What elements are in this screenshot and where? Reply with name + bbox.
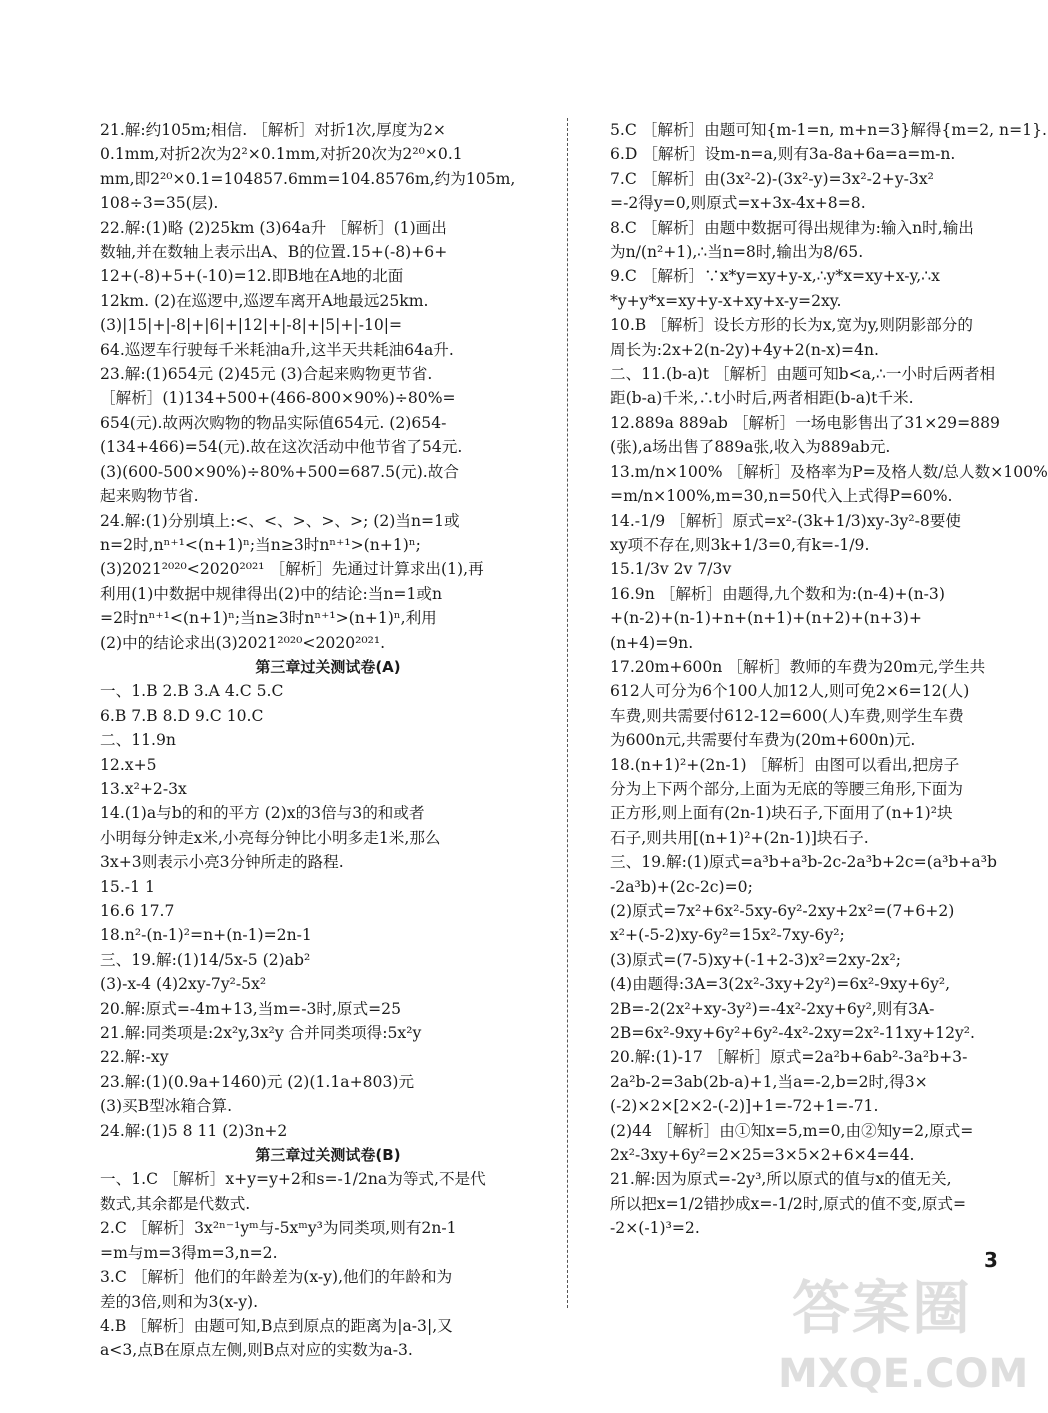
text-line: 所以把x=1/2错抄成x=-1/2时,原式的值不变,原式=: [610, 1194, 967, 1213]
column-divider: [567, 118, 568, 1308]
text-line: 正方形,则上面有(2n-1)块石子,下面用了(n+1)²块: [610, 804, 953, 823]
text-line: 14.(1)a与b的和的平方 (2)x的3倍与3的和或者: [100, 804, 425, 823]
text-line: 108÷3=35(层).: [100, 194, 219, 213]
text-line: -2×(-1)³=2.: [610, 1219, 700, 1238]
text-line: 21.解:约105m;相信. ［解析］对折1次,厚度为2×: [100, 121, 446, 139]
text-line: x²+(-5-2)xy-6y²=15x²-7xy-6y²;: [610, 926, 845, 945]
text-line: 2B=-2(2x²+xy-3y²)=-4x²-2xy+6y²,则有3A-: [610, 999, 935, 1018]
text-line: 7.C ［解析］由(3x²-2)-(3x²-y)=3x²-2+y-3x²: [610, 169, 934, 188]
text-line: (3)|15|+|-8|+|6|+|12|+|-8|+|5|+|-10|=: [100, 316, 403, 335]
text-line: (3)2021²⁰²⁰<2020²⁰²¹ ［解析］先通过计算求出(1),再: [100, 560, 484, 579]
text-line: -2a³b)+(2c-2c)=0;: [610, 877, 753, 896]
text-line: 差的3倍,则和为3(x-y).: [100, 1292, 259, 1311]
text-line: 22.解:-xy: [100, 1048, 169, 1067]
text-line: 8.C ［解析］由题中数据可得出规律为:输入n时,输出: [610, 218, 974, 237]
text-line: 21.解:因为原式=-2y³,所以原式的值与x的值无关,: [610, 1170, 952, 1189]
text-line: (2)中的结论求出(3)2021²⁰²⁰<2020²⁰²¹.: [100, 633, 386, 652]
text-line: 起来购物节省.: [100, 487, 199, 506]
text-line: 17.20m+600n ［解析］教师的车费为20m元,学生共: [610, 657, 986, 676]
text-line: 13.m/n×100% ［解析］及格率为P=及格人数/总人数×100%: [610, 462, 1048, 481]
text-line: a<3,点B在原点左侧,则B点对应的实数为a-3.: [100, 1341, 413, 1360]
text-line: 2B=6x²-9xy+6y²+6y²-4x²-2xy=2x²-11xy+12y².: [610, 1024, 976, 1043]
text-line: 4.B ［解析］由题可知,B点到原点的距离为|a-3|,又: [100, 1316, 453, 1335]
text-line: 分为上下两个部分,上面为无底的等腰三角形,下面为: [610, 779, 963, 798]
text-line: 5.C ［解析］由题可知{m-1=n, m+n=3}解得{m=2, n=1}.: [610, 121, 1047, 139]
text-line: 15.-1 1: [100, 877, 155, 896]
text-line: 二、11.(b-a)t ［解析］由题可知b<a,∴一小时后两者相: [610, 365, 996, 384]
text-line: (3)-x-4 (4)2xy-7y²-5x²: [100, 975, 267, 994]
text-line: 22.解:(1)略 (2)25km (3)64a升 ［解析］(1)画出: [100, 218, 447, 237]
right-column: [610, 118, 1048, 1241]
section-heading: 第三章过关测试卷(A): [255, 657, 401, 676]
text-line: 15.1/3v 2v 7/3v: [610, 560, 732, 579]
text-line: 2a²b-2=3ab(2b-a)+1,当a=-2,b=2时,得3×: [610, 1072, 928, 1091]
text-line: 数式,其余都是代数式.: [100, 1194, 251, 1213]
text-line: *y+y*x=xy+y-x+xy+x-y=2xy.: [610, 291, 842, 310]
text-line: 三、19.解:(1)14/5x-5 (2)ab²: [100, 950, 311, 969]
text-line: 周长为:2x+2(n-2y)+4y+2(n-x)=4n.: [610, 340, 879, 359]
text-line: 21.解:同类项是:2x²y,3x²y 合并同类项得:5x²y: [100, 1024, 422, 1043]
text-line: (3)原式=(7-5)xy+(-1+2-3)x²=2xy-2x²;: [610, 950, 901, 969]
text-line: 14.-1/9 ［解析］原式=x²-(3k+1/3)xy-3y²-8要使: [610, 511, 961, 530]
text-line: 0.1mm,对折2次为2²×0.1mm,对折20次为2²⁰×0.1: [100, 145, 463, 164]
text-line: 为n/(n²+1),∴当n=8时,输出为8/65.: [610, 243, 864, 262]
text-line: 3.C ［解析］他们的年龄差为(x-y),他们的年龄和为: [100, 1268, 453, 1287]
text-line: 18.(n+1)²+(2n-1) ［解析］由图可以看出,把房子: [610, 755, 960, 774]
text-line: (134+466)=54(元).故在这次活动中他节省了54元.: [100, 438, 463, 457]
text-line: 24.解:(1)5 8 11 (2)3n+2: [100, 1121, 288, 1140]
text-line: 2.C ［解析］3x²ⁿ⁻¹yᵐ与-5xᵐy³为同类项,则有2n-1: [100, 1219, 457, 1238]
text-line: 16.6 17.7: [100, 902, 175, 920]
text-line: 12.x+5: [100, 755, 157, 774]
section-heading: 第三章过关测试卷(B): [255, 1146, 401, 1165]
text-line: 654(元).故两次购物的物品实际值654元. (2)654-: [100, 413, 447, 432]
text-line: 一、1.B 2.B 3.A 4.C 5.C: [100, 682, 284, 701]
text-line: =2时nⁿ⁺¹<(n+1)ⁿ;当n≥3时nⁿ⁺¹>(n+1)ⁿ,利用: [100, 609, 437, 628]
watermark-logo: [772, 1251, 1029, 1411]
text-line: 6.B 7.B 8.D 9.C 10.C: [100, 706, 264, 725]
text-line: 18.n²-(n-1)²=n+(n-1)=2n-1: [100, 926, 312, 945]
text-line: xy项不存在,则3k+1/3=0,有k=-1/9.: [610, 535, 870, 554]
text-line: 10.B ［解析］设长方形的长为x,宽为y,则阴影部分的: [610, 316, 973, 335]
text-line: 3x+3则表示小亮3分钟所走的路程.: [100, 853, 344, 872]
text-line: 23.解:(1)(0.9a+1460)元 (2)(1.1a+803)元: [100, 1072, 415, 1091]
text-line: 64.巡逻车行驶每千米耗油a升,这半天共耗油64a升.: [100, 340, 454, 359]
text-line: 9.C ［解析］∵x*y=xy+y-x,∴y*x=xy+x-y,∴x: [610, 267, 940, 286]
watermark-url: MXQE.COM: [778, 1351, 1029, 1397]
page-number: 3: [984, 1248, 998, 1272]
text-line: 距(b-a)千米,∴t小时后,两者相距(b-a)t千米.: [610, 389, 914, 408]
text-line: n=2时,nⁿ⁺¹<(n+1)ⁿ;当n≥3时nⁿ⁺¹>(n+1)ⁿ;: [100, 535, 421, 554]
text-line: 为600n元,共需要付车费为(20m+600n)元.: [610, 731, 916, 750]
text-line: mm,即2²⁰×0.1=104857.6mm=104.8576m,约为105m,: [100, 169, 516, 188]
text-line: 一、1.C ［解析］x+y=y+2和s=-1/2na为等式,不是代: [100, 1170, 486, 1189]
text-line: 12.889a 889ab ［解析］一场电影售出了31×29=889: [610, 413, 1000, 432]
text-line: +(n-2)+(n-1)+n+(n+1)+(n+2)+(n+3)+: [610, 609, 922, 628]
text-line: 612人可分为6个100人加12人,则可免2×6=12(人): [610, 682, 970, 701]
text-line: =m/n×100%,m=30,n=50代入上式得P=60%.: [610, 487, 953, 506]
text-line: (张),a场出售了889a张,收入为889ab元.: [610, 438, 891, 457]
text-line: 数轴,并在数轴上表示出A、B的位置.15+(-8)+6+: [100, 243, 448, 262]
text-line: =-2得y=0,则原式=x+3x-4x+8=8.: [610, 194, 866, 213]
text-line: (3)买B型冰箱合算.: [100, 1097, 233, 1116]
text-line: 24.解:(1)分别填上:<、<、>、>、>; (2)当n=1或: [100, 511, 460, 530]
text-line: 16.9n ［解析］由题得,九个数和为:(n-4)+(n-3): [610, 584, 945, 603]
text-line: ［解析］(1)134+500+(466-800×90%)÷80%=: [100, 389, 456, 408]
left-column: [100, 118, 556, 1363]
text-line: (2)原式=7x²+6x²-5xy-6y²-2xy+2x²=(7+6+2): [610, 902, 955, 920]
text-line: 二、11.9n: [100, 731, 176, 750]
text-line: 6.D ［解析］设m-n=a,则有3a-8a+6a=a=m-n.: [610, 145, 956, 164]
text-line: 12km. (2)在巡逻中,巡逻车离开A地最远25km.: [100, 291, 429, 310]
text-line: 石子,则共用[(n+1)²+(2n-1)]块石子.: [610, 828, 869, 847]
text-line: 23.解:(1)654元 (2)45元 (3)合起来购物更节省.: [100, 365, 433, 384]
text-line: 20.解:原式=-4m+13,当m=-3时,原式=25: [100, 999, 402, 1018]
text-line: 小明每分钟走x米,小亮每分钟比小明多走1米,那么: [100, 828, 441, 847]
text-line: =m与m=3得m=3,n=2.: [100, 1243, 278, 1262]
watermark-text: 答案圈: [792, 1274, 973, 1342]
text-line: 20.解:(1)-17 ［解析］原式=2a²b+6ab²-3a²b+3-: [610, 1048, 968, 1067]
text-line: 利用(1)中数据中规律得出(2)中的结论:当n=1或n: [100, 584, 443, 603]
text-line: 三、19.解:(1)原式=a³b+a³b-2c-2a³b+2c=(a³b+a³b: [610, 853, 997, 872]
text-line: 13.x²+2-3x: [100, 779, 187, 798]
text-line: (4)由题得:3A=3(2x²-3xy+2y²)=6x²-9xy+6y²,: [610, 975, 951, 994]
text-line: (2)44 ［解析］由①知x=5,m=0,由②知y=2,原式=: [610, 1121, 974, 1140]
text-line: 车费,则共需要付612-12=600(人)车费,则学生车费: [610, 706, 964, 725]
text-line: 2x²-3xy+6y²=2×25=3×5×2+6×4=44.: [610, 1146, 915, 1165]
text-line: (n+4)=9n.: [610, 633, 694, 652]
text-line: 12+(-8)+5+(-10)=12.即B地在A地的北面: [100, 267, 404, 286]
text-line: (-2)×2×[2×2-(-2)]+1=-72+1=-71.: [610, 1097, 879, 1116]
text-line: (3)(600-500×90%)÷80%+500=687.5(元).故合: [100, 462, 459, 481]
